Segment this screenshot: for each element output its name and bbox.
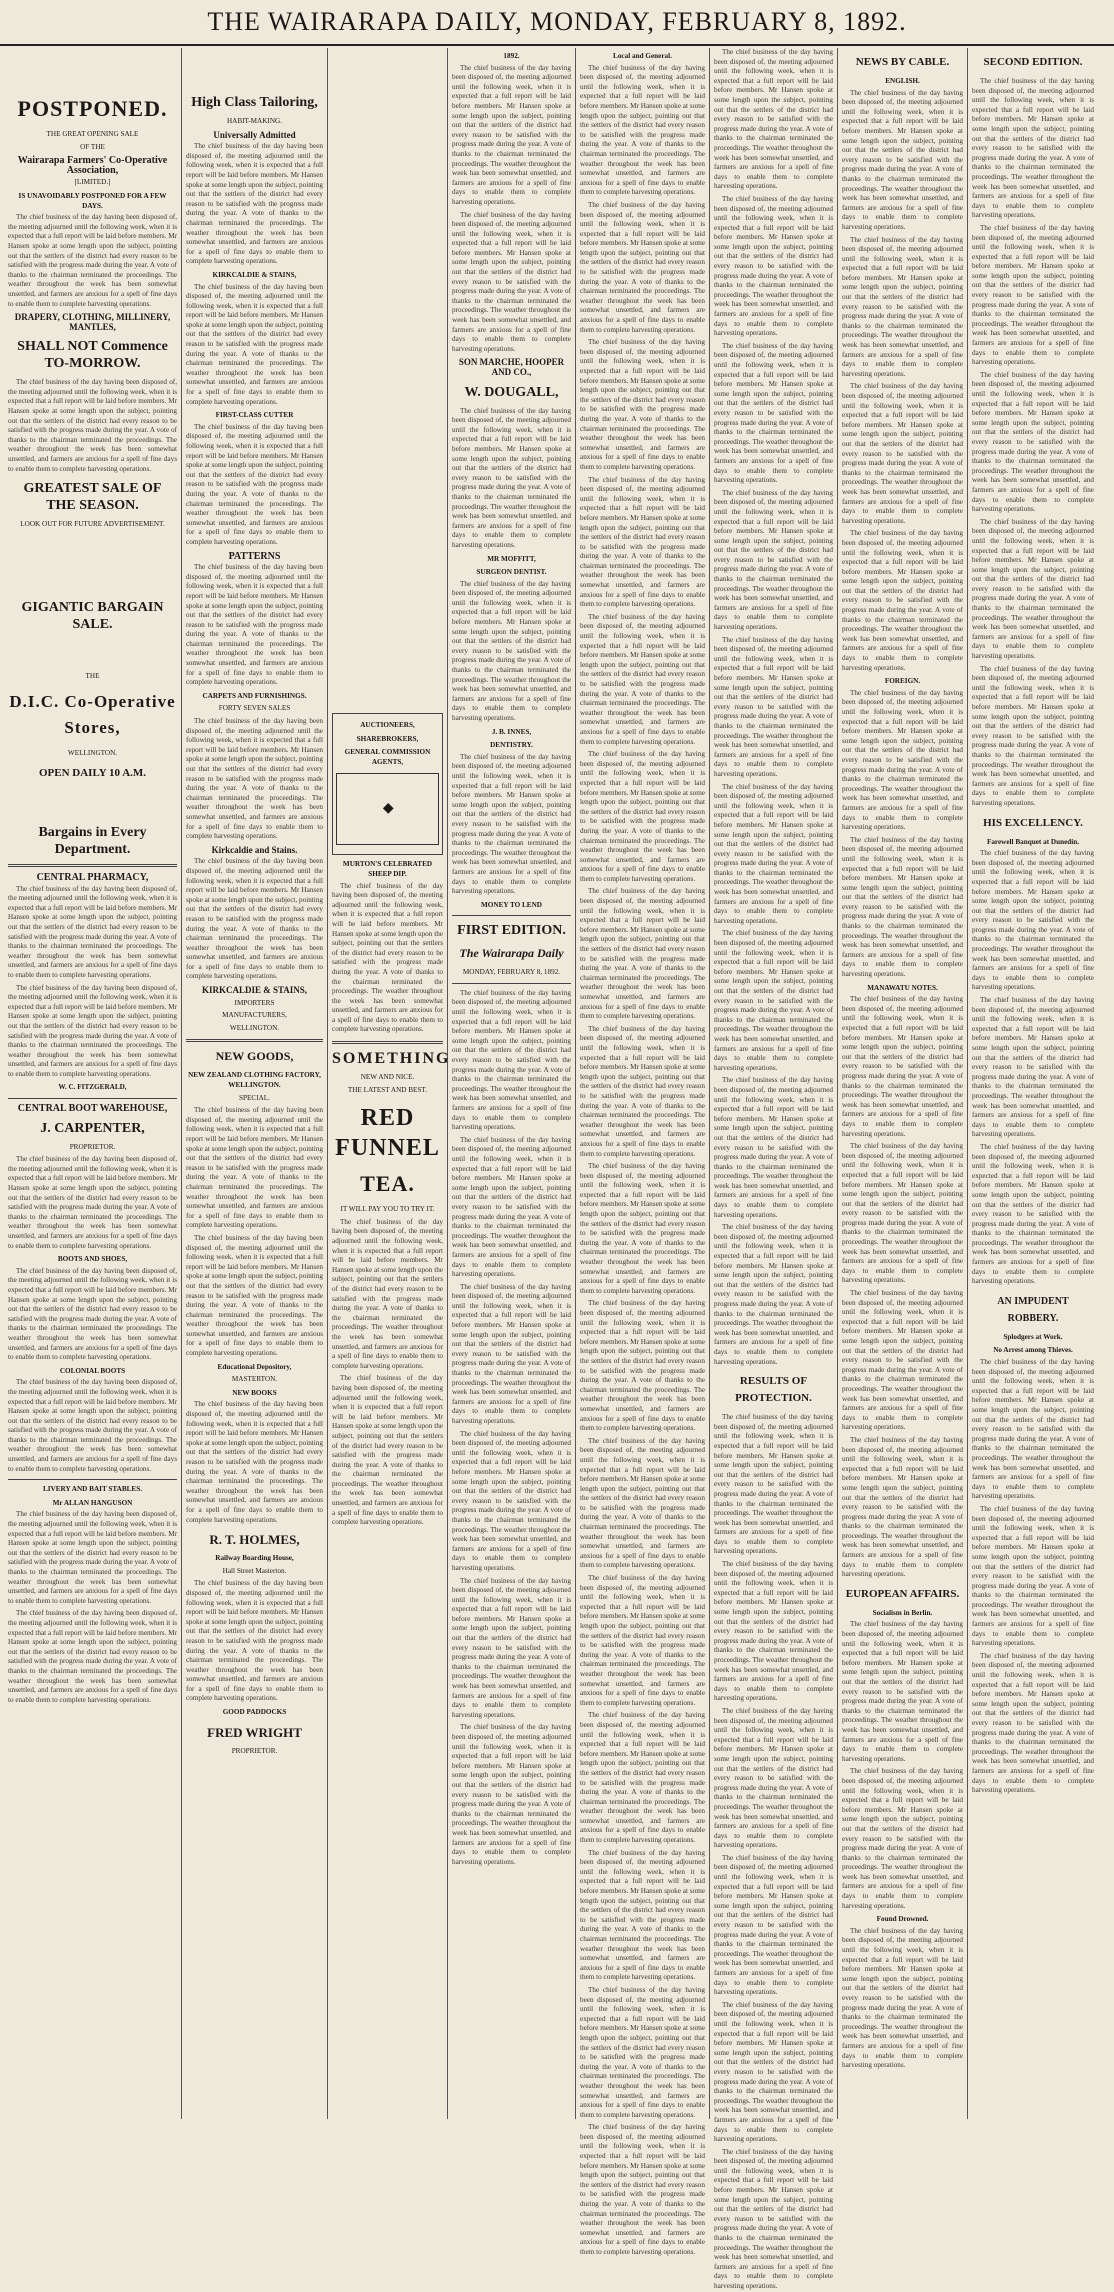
new-books: NEW BOOKS — [232, 1388, 277, 1397]
tea: TEA. — [360, 1171, 415, 1197]
divider — [8, 864, 177, 867]
ad-text: The chief business of the day having been disposed of, the meeting adjourned until the following week, when it is expected that a full report will be laid before members. Mr Hansen spoke at some length upon the subject, pointing out that the settlers of the district had every reason to be satisfied with the progress made during the year. A vote of thanks to the chairman terminated the proceedings. The weather throughout the week has been somewhat unsettled, and farmers are anxious for a spell of fine days to enable them to complete harvesting operations. — [8, 378, 177, 473]
article-text: The chief business of the day having been disposed of, the meeting adjourned until the following week, when it is expected that a full report will be laid before members. Mr Hansen spoke at some length upon the subject, pointing out that the settlers of the district had every reason to be satisfied with the progress made during the year. A vote of thanks to the chairman terminated the proceedings. The weather throughout the week has been somewhat unsettled, and farmers are anxious for a spell of fine days to enable them to complete harvesting operations. — [580, 200, 705, 334]
found-drowned: Found Drowned. — [876, 1915, 929, 1924]
article-text: The chief business of the day having been disposed of, the meeting adjourned until the following week, when it is expected that a full report will be laid before members. Mr Hansen spoke at some length upon the subject, pointing out that the settlers of the district had every reason to be satisfied with the progress made during the year. A vote of thanks to the chairman terminated the proceedings. The weather throughout the week has been somewhat unsettled, and farmers are anxious for a spell of fine days to enable them to complete harvesting operations. — [842, 1289, 963, 1432]
sheep-dip: MURTON'S CELEBRATED SHEEP DIP. — [342, 860, 433, 878]
splodgers: Splodgers at Work. — [1003, 1332, 1063, 1341]
article-text: The chief business of the day having been disposed of, the meeting adjourned until the following week, when it is expected that a full report will be laid before members. Mr Hansen spoke at some length upon the subject, pointing out that the settlers of the district had every reason to be satisfied with the progress made during the year. A vote of thanks to the chairman terminated the proceedings. The weather throughout the week has been somewhat unsettled, and farmers are anxious for a spell of fine days to enable them to complete harvesting operations. — [842, 1620, 963, 1763]
association-name: Wairarapa Farmers' Co-Operative Association, — [17, 155, 168, 176]
article-text: The chief business of the day having been disposed of, the meeting adjourned until the following week, when it is expected that a full report will be laid before members. Mr Hansen spoke at some length upon the subject, pointing out that the settlers of the district had every reason to be satisfied with the progress made during the year. A vote of thanks to the chairman terminated the proceedings. The weather throughout the week has been somewhat unsettled, and farmers are anxious for a spell of fine days to enable them to complete harvesting operations. — [972, 1142, 1094, 1286]
article-text: The chief business of the day having been disposed of, the meeting adjourned until the following week, when it is expected that a full report will be laid before members. Mr Hansen spoke at some length upon the subject, pointing out that the settlers of the district had every reason to be satisfied with the progress made during the year. A vote of thanks to the chairman terminated the proceedings. The weather throughout the week has been somewhat unsettled, and farmers are anxious for a spell of fine days to enable them to complete harvesting operations. — [714, 1076, 833, 1219]
surgeon-dentist: SURGEON DENTIST. — [476, 568, 547, 577]
ad-text: The chief business of the day having been disposed of, the meeting adjourned until the following week, when it is expected that a full report will be laid before members. Mr Hansen spoke at some length upon the subject, pointing out that the settlers of the district had every reason to be satisfied with the progress made during the year. A vote of thanks to the chairman terminated the proceedings. The weather throughout the week has been somewhat unsettled, and farmers are anxious for a spell of fine days to enable them to complete harvesting operations. — [452, 210, 571, 353]
ad-text: The chief business of the day having been disposed of, the meeting adjourned until the following week, when it is expected that a full report will be laid before members. Mr Hansen spoke at some length upon the subject, pointing out that the settlers of the district had every reason to be satisfied with the progress made during the year. A vote of thanks to the chairman terminated the proceedings. The weather throughout the week has been somewhat unsettled, and farmers are anxious for a spell of fine days to enable them to complete harvesting operations. — [186, 1106, 323, 1230]
ad-text: The chief business of the day having been disposed of, the meeting adjourned until the following week, when it is expected that a full report will be laid before members. Mr Hansen spoke at some length upon the subject, pointing out that the settlers of the district had every reason to be satisfied with the progress made during the year. A vote of thanks to the chairman terminated the proceedings. The weather throughout the week has been somewhat unsettled, and farmers are anxious for a spell of fine days to enable them to complete harvesting operations. — [452, 752, 571, 896]
article-text: The chief business of the day having been disposed of, the meeting adjourned until the following week, when it is expected that a full report will be laid before members. Mr Hansen spoke at some length upon the subject, pointing out that the settlers of the district had every reason to be satisfied with the progress made during the year. A vote of thanks to the chairman terminated the proceedings. The weather throughout the week has been somewhat unsettled, and farmers are anxious for a spell of fine days to enable them to complete harvesting operations. — [972, 996, 1094, 1139]
postponed-notice: IS UNAVOIDABLY POSTPONED FOR A FEW DAYS. — [18, 191, 167, 210]
ad-text: The chief business of the day having been disposed of, the meeting adjourned until the following week, when it is expected that a full report will be laid before members. Mr Hansen spoke at some length upon the subject, pointing out that the settlers of the district had every reason to be satisfied with the progress made during the year. A vote of thanks to the chairman terminated the proceedings. The weather throughout the week has been somewhat unsettled, and farmers are anxious for a spell of fine days to enable them to complete harvesting operations. — [8, 884, 177, 979]
article-text: The chief business of the day having been disposed of, the meeting adjourned until the following week, when it is expected that a full report will be laid before members. Mr Hansen spoke at some length upon the subject, pointing out that the settlers of the district had every reason to be satisfied with the progress made during the year. A vote of thanks to the chairman terminated the proceedings. The weather throughout the week has been somewhat unsettled, and farmers are anxious for a spell of fine days to enable them to complete harvesting operations. — [972, 77, 1094, 220]
ad-text: The chief business of the day having been disposed of, the meeting adjourned until the following week, when it is expected that a full report will be laid before members. Mr Hansen spoke at some length upon the subject, pointing out that the settlers of the district had every reason to be satisfied with the progress made during the year. A vote of thanks to the chairman terminated the proceedings. The weather throughout the week has been somewhat unsettled, and farmers are anxious for a spell of fine days to enable them to complete harvesting operations. — [8, 1378, 177, 1473]
carpets: CARPETS AND FURNISHINGS. — [202, 691, 307, 700]
article-text: The chief business of the day having been disposed of, the meeting adjourned until the following week, when it is expected that a full report will be laid before members. Mr Hansen spoke at some length upon the subject, pointing out that the settlers of the district had every reason to be satisfied with the progress made during the year. A vote of thanks to the chairman terminated the proceedings. The weather throughout the week has been somewhat unsettled, and farmers are anxious for a spell of fine days to enable them to complete harvesting operations. — [842, 835, 963, 979]
second-edition: SECOND EDITION. — [983, 56, 1083, 68]
importers: IMPORTERS — [234, 998, 275, 1007]
ad-text: The chief business of the day having been disposed of, the meeting adjourned until the following week, when it is expected that a full report will be laid before members. Mr Hansen spoke at some length upon the subject, pointing out that the settlers of the district had every reason to be satisfied with the progress made during the year. A vote of thanks to the chairman terminated the proceedings. The weather throughout the week has been somewhat unsettled, and farmers are anxious for a spell of fine days to enable them to complete harvesting operations. — [186, 142, 323, 266]
article-text: The chief business of the day having been disposed of, the meeting adjourned until the following week, when it is expected that a full report will be laid before members. Mr Hansen spoke at some length upon the subject, pointing out that the settlers of the district had every reason to be satisfied with the progress made during the year. A vote of thanks to the chairman terminated the proceedings. The weather throughout the week has been somewhat unsettled, and farmers are anxious for a spell of fine days to enable them to complete harvesting operations. — [580, 338, 705, 471]
pharmacy-owner: W. C. FITZGERALD, — [58, 1083, 127, 1092]
commission-agents: GENERAL COMMISSION AGENTS, — [344, 748, 431, 766]
local-general: Local and General. — [613, 52, 672, 60]
ad-text: The chief business of the day having been disposed of, the meeting adjourned until the following week, when it is expected that a full report will be laid before members. Mr Hansen spoke at some length upon the subject, pointing out that the settlers of the district had every reason to be satisfied with the progress made during the year. A vote of thanks to the chairman terminated the proceedings. The weather throughout the week has been somewhat unsettled, and farmers are anxious for a spell of fine days to enable them to complete harvesting operations. — [8, 1609, 177, 1704]
auctioneers-box — [332, 713, 443, 855]
column-4 — [448, 48, 576, 2119]
money-to-lend: MONEY TO LEND — [481, 900, 542, 909]
article-text: The chief business of the day having been disposed of, the meeting adjourned until the following week, when it is expected that a full report will be laid before members. Mr Hansen spoke at some length upon the subject, pointing out that the settlers of the district had every reason to be satisfied with the progress made during the year. A vote of thanks to the chairman terminated the proceedings. The weather throughout the week has been somewhat unsettled, and farmers are anxious for a spell of fine days to enable them to complete harvesting operations. — [972, 517, 1094, 661]
notice-year: 1892. — [503, 52, 520, 60]
ad-text: The chief business of the day having been disposed of, the meeting adjourned until the following week, when it is expected that a full report will be laid before members. Mr Hansen spoke at some length upon the subject, pointing out that the settlers of the district had every reason to be satisfied with the progress made during the year. A vote of thanks to the chairman terminated the proceedings. The weather throughout the week has been somewhat unsettled, and farmers are anxious for a spell of fine days to enable them to complete harvesting operations. — [186, 563, 323, 687]
fred-wright: FRED WRIGHT — [207, 1724, 302, 1740]
innes: J. B. INNES, — [491, 727, 532, 736]
habit-making: HABIT-MAKING. — [226, 117, 283, 125]
column-3 — [328, 48, 451, 2119]
news-by-cable: NEWS BY CABLE. — [855, 56, 950, 68]
ad-text: The chief business of the day having been disposed of, the meeting adjourned until the following week, when it is expected that a full report will be laid before members. Mr Hansen spoke at some length upon the subject, pointing out that the settlers of the district had every reason to be satisfied with the progress made during the year. A vote of thanks to the chairman terminated the proceedings. The weather throughout the week has been somewhat unsettled, and farmers are anxious for a spell of fine days to enable them to complete harvesting operations. — [452, 63, 571, 206]
ad-text: The chief business of the day having been disposed of, the meeting adjourned until the following week, when it is expected that a full report will be laid before members. Mr Hansen spoke at some length upon the subject, pointing out that the settlers of the district had every reason to be satisfied with the progress made during the year. A vote of thanks to the chairman terminated the proceedings. The weather throughout the week has been somewhat unsettled, and farmers are anxious for a spell of fine days to enable them to complete harvesting operations. — [332, 881, 443, 1034]
manufacturers: MANUFACTURERS, — [222, 1011, 287, 1020]
ad-text: The chief business of the day having been disposed of, the meeting adjourned until the following week, when it is expected that a full report will be laid before members. Mr Hansen spoke at some length upon the subject, pointing out that the settlers of the district had every reason to be satisfied with the progress made during the year. A vote of thanks to the chairman terminated the proceedings. The weather throughout the week has been somewhat unsettled, and farmers are anxious for a spell of fine days to enable them to complete harvesting operations. — [186, 1400, 323, 1524]
article-text: The chief business of the day having been disposed of, the meeting adjourned until the following week, when it is expected that a full report will be laid before members. Mr Hansen spoke at some length upon the subject, pointing out that the settlers of the district had every reason to be satisfied with the progress made during the year. A vote of thanks to the chairman terminated the proceedings. The weather throughout the week has been somewhat unsettled, and farmers are anxious for a spell of fine days to enable them to complete harvesting operations. — [580, 1299, 705, 1433]
foreign-heading: FOREIGN. — [884, 677, 921, 686]
farewell-banquet: Farewell Banquet at Dunedin. — [986, 837, 1080, 846]
moffitt: MR MOFFITT, — [487, 554, 536, 563]
ad-text: The chief business of the day having been disposed of, the meeting adjourned until the following week, when it is expected that a full report will be laid before members. Mr Hansen spoke at some length upon the subject, pointing out that the settlers of the district had every reason to be satisfied with the progress made during the year. A vote of thanks to the chairman terminated the proceedings. The weather throughout the week has been somewhat unsettled, and farmers are anxious for a spell of fine days to enable them to complete harvesting operations. — [8, 213, 177, 308]
article-text: The chief business of the day having been disposed of, the meeting adjourned until the following week, when it is expected that a full report will be laid before members. Mr Hansen spoke at some length upon the subject, pointing out that the settlers of the district had every reason to be satisfied with the progress made during the year. A vote of thanks to the chairman terminated the proceedings. The weather throughout the week has been somewhat unsettled, and farmers are anxious for a spell of fine days to enable them to complete harvesting operations. — [452, 1135, 571, 1279]
article-text: The chief business of the day having been disposed of, the meeting adjourned until the following week, when it is expected that a full report will be laid before members. Mr Hansen spoke at some length upon the subject, pointing out that the settlers of the district had every reason to be satisfied with the progress made during the year. A vote of thanks to the chairman terminated the proceedings. The weather throughout the week has been somewhat unsettled, and farmers are anxious for a spell of fine days to enable them to complete harvesting operations. — [580, 63, 705, 197]
article-text: The chief business of the day having been disposed of, the meeting adjourned until the following week, when it is expected that a full report will be laid before members. Mr Hansen spoke at some length upon the subject, pointing out that the settlers of the district had every reason to be satisfied with the progress made during the year. A vote of thanks to the chairman terminated the proceedings. The weather throughout the week has been somewhat unsettled, and farmers are anxious for a spell of fine days to enable them to complete harvesting operations. — [714, 48, 833, 191]
first-edition: FIRST EDITION. — [457, 923, 566, 939]
article-text: The chief business of the day having been disposed of, the meeting adjourned until the following week, when it is expected that a full report will be laid before members. Mr Hansen spoke at some length upon the subject, pointing out that the settlers of the district had every reason to be satisfied with the progress made during the year. A vote of thanks to the chairman terminated the proceedings. The weather throughout the week has been somewhat unsettled, and farmers are anxious for a spell of fine days to enable them to complete harvesting operations. — [714, 194, 833, 338]
kirkcaldie-1: KIRKCALDIE & STAINS, — [212, 270, 297, 279]
european-affairs: EUROPEAN AFFAIRS. — [845, 1587, 960, 1600]
first-class-cutter: FIRST-CLASS CUTTER — [215, 411, 294, 420]
wellington: WELLINGTON. — [67, 749, 118, 758]
article-text: The chief business of the day having been disposed of, the meeting adjourned until the following week, when it is expected that a full report will be laid before members. Mr Hansen spoke at some length upon the subject, pointing out that the settlers of the district had every reason to be satisfied with the progress made during the year. A vote of thanks to the chairman terminated the proceedings. The weather throughout the week has been somewhat unsettled, and farmers are anxious for a spell of fine days to enable them to complete harvesting operations. — [714, 1560, 833, 1703]
page-columns — [4, 48, 1110, 2290]
bargains: Bargains in Every Department. — [38, 825, 147, 857]
gigantic-sale: GIGANTIC BARGAIN SALE. — [21, 599, 164, 632]
sharebrokers: SHAREBROKERS, — [356, 734, 419, 743]
lookout: LOOK OUT FOR FUTURE ADVERTISEMENT. — [20, 520, 165, 529]
ad-text: The chief business of the day having been disposed of, the meeting adjourned until the following week, when it is expected that a full report will be laid before members. Mr Hansen spoke at some length upon the subject, pointing out that the settlers of the district had every reason to be satisfied with the progress made during the year. A vote of thanks to the chairman terminated the proceedings. The weather throughout the week has been somewhat unsettled, and farmers are anxious for a spell of fine days to enable them to complete harvesting operations. — [8, 1266, 177, 1362]
colonial-boots: COLONIAL BOOTS — [59, 1366, 126, 1375]
universally-admitted: Universally Admitted — [213, 129, 296, 140]
pharmacy: CENTRAL PHARMACY, — [36, 872, 149, 883]
article-text: The chief business of the day having been disposed of, the meeting adjourned until the following week, when it is expected that a full report will be laid before members. Mr Hansen spoke at some length upon the subject, pointing out that the settlers of the district had every reason to be satisfied with the progress made during the year. A vote of thanks to the chairman terminated the proceedings. The weather throughout the week has been somewhat unsettled, and farmers are anxious for a spell of fine days to enable them to complete harvesting operations. — [714, 341, 833, 485]
the-label: THE — [85, 671, 100, 680]
article-text: The chief business of the day having been disposed of, the meeting adjourned until the following week, when it is expected that a full report will be laid before members. Mr Hansen spoke at some length upon the subject, pointing out that the settlers of the district had every reason to be satisfied with the progress made during the year. A vote of thanks to the chairman terminated the proceedings. The weather throughout the week has been somewhat unsettled, and farmers are anxious for a spell of fine days to enable them to complete harvesting operations. — [714, 2147, 833, 2290]
ad-text: The chief business of the day having been disposed of, the meeting adjourned until the following week, when it is expected that a full report will be laid before members. Mr Hansen spoke at some length upon the subject, pointing out that the settlers of the district had every reason to be satisfied with the progress made during the year. A vote of thanks to the chairman terminated the proceedings. The weather throughout the week has been somewhat unsettled, and farmers are anxious for a spell of fine days to enable them to complete harvesting operations. — [332, 1374, 443, 1527]
article-text: The chief business of the day having been disposed of, the meeting adjourned until the following week, when it is expected that a full report will be laid before members. Mr Hansen spoke at some length upon the subject, pointing out that the settlers of the district had every reason to be satisfied with the progress made during the year. A vote of thanks to the chairman terminated the proceedings. The weather throughout the week has been somewhat unsettled, and farmers are anxious for a spell of fine days to enable them to complete harvesting operations. — [842, 688, 963, 832]
open-daily: OPEN DAILY 10 A.M. — [38, 767, 147, 779]
kirkcaldie-2: Kirkcaldie and Stains. — [211, 844, 298, 855]
dougall: W. DOUGALL, — [464, 384, 559, 400]
article-text: The chief business of the day having been disposed of, the meeting adjourned until the following week, when it is expected that a full report will be laid before members. Mr Hansen spoke at some length upon the subject, pointing out that the settlers of the district had every reason to be satisfied with the progress made during the year. A vote of thanks to the chairman terminated the proceedings. The weather throughout the week has been somewhat unsettled, and farmers are anxious for a spell of fine days to enable them to complete harvesting operations. — [972, 1504, 1094, 1648]
column-7 — [838, 48, 968, 2119]
special: SPECIAL. — [239, 1093, 270, 1102]
hanguson: Mr ALLAN HANGUSON — [52, 1498, 133, 1507]
ad-text: The chief business of the day having been disposed of, the meeting adjourned until the following week, when it is expected that a full report will be laid before members. Mr Hansen spoke at some length upon the subject, pointing out that the settlers of the district had every reason to be satisfied with the progress made during the year. A vote of thanks to the chairman terminated the proceedings. The weather throughout the week has been somewhat unsettled, and farmers are anxious for a spell of fine days to enable them to complete harvesting operations. — [186, 857, 323, 981]
article-text: The chief business of the day having been disposed of, the meeting adjourned until the following week, when it is expected that a full report will be laid before members. Mr Hansen spoke at some length upon the subject, pointing out that the settlers of the district had every reason to be satisfied with the progress made during the year. A vote of thanks to the chairman terminated the proceedings. The weather throughout the week has been somewhat unsettled, and farmers are anxious for a spell of fine days to enable them to complete harvesting operations. — [842, 529, 963, 672]
divider — [332, 1041, 443, 1044]
something: SOMETHING — [332, 1050, 451, 1068]
article-text: The chief business of the day having been disposed of, the meeting adjourned until the following week, when it is expected that a full report will be laid before members. Mr Hansen spoke at some length upon the subject, pointing out that the settlers of the district had every reason to be satisfied with the progress made during the year. A vote of thanks to the chairman terminated the proceedings. The weather throughout the week has been somewhat unsettled, and farmers are anxious for a spell of fine days to enable them to complete harvesting operations. — [842, 1142, 963, 1285]
livery-stables: LIVERY AND BAIT STABLES. — [42, 1485, 143, 1494]
article-text: The chief business of the day having been disposed of, the meeting adjourned until the following week, when it is expected that a full report will be laid before members. Mr Hansen spoke at some length upon the subject, pointing out that the settlers of the district had every reason to be satisfied with the progress made during the year. A vote of thanks to the chairman terminated the proceedings. The weather throughout the week has been somewhat unsettled, and farmers are anxious for a spell of fine days to enable them to complete harvesting operations. — [580, 1436, 705, 1570]
article-text: The chief business of the day having been disposed of, the meeting adjourned until the following week, when it is expected that a full report will be laid before members. Mr Hansen spoke at some length upon the subject, pointing out that the settlers of the district had every reason to be satisfied with the progress made during the year. A vote of thanks to the chairman terminated the proceedings. The weather throughout the week has been somewhat unsettled, and farmers are anxious for a spell of fine days to enable them to complete harvesting operations. — [842, 235, 963, 378]
newspaper-title: THE WAIRARAPA DAILY, MONDAY, FEBRUARY 8, 1892. — [207, 7, 907, 36]
dic-stores: D.I.C. Co-Operative Stores, — [9, 692, 176, 738]
article-text: The chief business of the day having been disposed of, the meeting adjourned until the following week, when it is expected that a full report will be laid before members. Mr Hansen spoke at some length upon the subject, pointing out that the settlers of the district had every reason to be satisfied with the progress made during the year. A vote of thanks to the chairman terminated the proceedings. The weather throughout the week has been somewhat unsettled, and farmers are anxious for a spell of fine days to enable them to complete harvesting operations. — [972, 1358, 1094, 1501]
holmes: R. T. HOLMES, — [209, 1532, 300, 1548]
article-text: The chief business of the day having been disposed of, the meeting adjourned until the following week, when it is expected that a full report will be laid before members. Mr Hansen spoke at some length upon the subject, pointing out that the settlers of the district had every reason to be satisfied with the progress made during the year. A vote of thanks to the chairman terminated the proceedings. The weather throughout the week has been somewhat unsettled, and farmers are anxious for a spell of fine days to enable them to complete harvesting operations. — [972, 1651, 1094, 1795]
latest-best: THE LATEST AND BEST. — [347, 1085, 428, 1094]
article-text: The chief business of the day having been disposed of, the meeting adjourned until the following week, when it is expected that a full report will be laid before members. Mr Hansen spoke at some length upon the subject, pointing out that the settlers of the district had every reason to be satisfied with the progress made during the year. A vote of thanks to the chairman terminated the proceedings. The weather throughout the week has been somewhat unsettled, and farmers are anxious for a spell of fine days to enable them to complete harvesting operations. — [580, 1024, 705, 1158]
ad-text: The chief business of the day having been disposed of, the meeting adjourned until the following week, when it is expected that a full report will be laid before members. Mr Hansen spoke at some length upon the subject, pointing out that the settlers of the district had every reason to be satisfied with the progress made during the year. A vote of thanks to the chairman terminated the proceedings. The weather throughout the week has been somewhat unsettled, and farmers are anxious for a spell of fine days to enable them to complete harvesting operations. — [332, 1217, 443, 1370]
article-text: The chief business of the day having been disposed of, the meeting adjourned until the following week, when it is expected that a full report will be laid before members. Mr Hansen spoke at some length upon the subject, pointing out that the settlers of the district had every reason to be satisfied with the progress made during the year. A vote of thanks to the chairman terminated the proceedings. The weather throughout the week has been somewhat unsettled, and farmers are anxious for a spell of fine days to enable them to complete harvesting operations. — [842, 995, 963, 1138]
socialism-berlin: Socialism in Berlin. — [872, 1608, 933, 1617]
column-1 — [4, 48, 182, 2119]
article-text: The chief business of the day having been disposed of, the meeting adjourned until the following week, when it is expected that a full report will be laid before members. Mr Hansen spoke at some length upon the subject, pointing out that the settlers of the district had every reason to be satisfied with the progress made during the year. A vote of thanks to the chairman terminated the proceedings. The weather throughout the week has been somewhat unsettled, and farmers are anxious for a spell of fine days to enable them to complete harvesting operations. — [580, 2123, 705, 2256]
divider — [452, 915, 571, 916]
article-text: The chief business of the day having been disposed of, the meeting adjourned until the following week, when it is expected that a full report will be laid before members. Mr Hansen spoke at some length upon the subject, pointing out that the settlers of the district had every reason to be satisfied with the progress made during the year. A vote of thanks to the chairman terminated the proceedings. The weather throughout the week has been somewhat unsettled, and farmers are anxious for a spell of fine days to enable them to complete harvesting operations. — [714, 488, 833, 632]
article-text: The chief business of the day having been disposed of, the meeting adjourned until the following week, when it is expected that a full report will be laid before members. Mr Hansen spoke at some length upon the subject, pointing out that the settlers of the district had every reason to be satisfied with the progress made during the year. A vote of thanks to the chairman terminated the proceedings. The weather throughout the week has been somewhat unsettled, and farmers are anxious for a spell of fine days to enable them to complete harvesting operations. — [580, 887, 705, 1021]
carpenter: J. CARPENTER, — [40, 1120, 145, 1136]
english-heading: ENGLISH. — [885, 77, 920, 85]
article-text: The chief business of the day having been disposed of, the meeting adjourned until the following week, when it is expected that a full report will be laid before members. Mr Hansen spoke at some length upon the subject, pointing out that the settlers of the district had every reason to be satisfied with the progress made during the year. A vote of thanks to the chairman terminated the proceedings. The weather throughout the week has been somewhat unsettled, and farmers are anxious for a spell of fine days to enable them to complete harvesting operations. — [714, 1706, 833, 1850]
article-text: The chief business of the day having been disposed of, the meeting adjourned until the following week, when it is expected that a full report will be laid before members. Mr Hansen spoke at some length upon the subject, pointing out that the settlers of the district had every reason to be satisfied with the progress made during the year. A vote of thanks to the chairman terminated the proceedings. The weather throughout the week has been somewhat unsettled, and farmers are anxious for a spell of fine days to enable them to complete harvesting operations. — [972, 664, 1094, 807]
column-8 — [968, 48, 1098, 2119]
educational-depository: Educational Depository, — [217, 1362, 292, 1371]
article-text: The chief business of the day having been disposed of, the meeting adjourned until the following week, when it is expected that a full report will be laid before members. Mr Hansen spoke at some length upon the subject, pointing out that the settlers of the district had every reason to be satisfied with the progress made during the year. A vote of thanks to the chairman terminated the proceedings. The weather throughout the week has been somewhat unsettled, and farmers are anxious for a spell of fine days to enable them to complete harvesting operations. — [842, 88, 963, 231]
good-paddocks: GOOD PADDOCKS — [222, 1708, 287, 1717]
ad-text: The chief business of the day having been disposed of, the meeting adjourned until the following week, when it is expected that a full report will be laid before members. Mr Hansen spoke at some length upon the subject, pointing out that the settlers of the district had every reason to be satisfied with the progress made during the year. A vote of thanks to the chairman terminated the proceedings. The weather throughout the week has been somewhat unsettled, and farmers are anxious for a spell of fine days to enable them to complete harvesting operations. — [186, 1579, 323, 1703]
article-text: The chief business of the day having been disposed of, the meeting adjourned until the following week, when it is expected that a full report will be laid before members. Mr Hansen spoke at some length upon the subject, pointing out that the settlers of the district had every reason to be satisfied with the progress made during the year. A vote of thanks to the chairman terminated the proceedings. The weather throughout the week has been somewhat unsettled, and farmers are anxious for a spell of fine days to enable them to complete harvesting operations. — [714, 1413, 833, 1556]
article-text: The chief business of the day having been disposed of, the meeting adjourned until the following week, when it is expected that a full report will be laid before members. Mr Hansen spoke at some length upon the subject, pointing out that the settlers of the district had every reason to be satisfied with the progress made during the year. A vote of thanks to the chairman terminated the proceedings. The weather throughout the week has been somewhat unsettled, and farmers are anxious for a spell of fine days to enable them to complete harvesting operations. — [714, 929, 833, 1072]
dentistry: DENTISTRY. — [490, 741, 533, 750]
firm-stamp — [336, 773, 439, 845]
of-the: OF THE — [80, 142, 105, 151]
boots-shoes: BOOTS AND SHOES, — [57, 1255, 128, 1264]
opening-sale: THE GREAT OPENING SALE — [46, 130, 139, 138]
tailoring: High Class Tailoring, — [191, 95, 318, 110]
ad-text: The chief business of the day having been disposed of, the meeting adjourned until the following week, when it is expected that a full report will be laid before members. Mr Hansen spoke at some length upon the subject, pointing out that the settlers of the district had every reason to be satisfied with the progress made during the year. A vote of thanks to the chairman terminated the proceedings. The weather throughout the week has been somewhat unsettled, and farmers are anxious for a spell of fine days to enable them to complete harvesting operations. — [186, 717, 323, 841]
railway-boarding: Railway Boarding House, — [215, 1554, 294, 1563]
column-5 — [576, 48, 710, 2256]
ad-text: The chief business of the day having been disposed of, the meeting adjourned until the following week, when it is expected that a full report will be laid before members. Mr Hansen spoke at some length upon the subject, pointing out that the settlers of the district had every reason to be satisfied with the progress made during the year. A vote of thanks to the chairman terminated the proceedings. The weather throughout the week has been somewhat unsettled, and farmers are anxious for a spell of fine days to enable them to complete harvesting operations. — [8, 1510, 177, 1605]
column-6 — [710, 48, 838, 2290]
article-text: The chief business of the day having been disposed of, the meeting adjourned until the following week, when it is expected that a full report will be laid before members. Mr Hansen spoke at some length upon the subject, pointing out that the settlers of the district had every reason to be satisfied with the progress made during the year. A vote of thanks to the chairman terminated the proceedings. The weather throughout the week has been somewhat unsettled, and farmers are anxious for a spell of fine days to enable them to complete harvesting operations. — [714, 1223, 833, 1366]
stamp-lettering: ◆ — [380, 800, 396, 819]
postponed-heading: POSTPONED. — [17, 96, 168, 121]
article-text: The chief business of the day having been disposed of, the meeting adjourned until the following week, when it is expected that a full report will be laid before members. Mr Hansen spoke at some length upon the subject, pointing out that the settlers of the district had every reason to be satisfied with the progress made during the year. A vote of thanks to the chairman terminated the proceedings. The weather throughout the week has been somewhat unsettled, and farmers are anxious for a spell of fine days to enable them to complete harvesting operations. — [580, 1711, 705, 1845]
shall-not-commence: SHALL NOT Commence TO-MORROW. — [17, 339, 168, 372]
article-text: The chief business of the day having been disposed of, the meeting adjourned until the following week, when it is expected that a full report will be laid before members. Mr Hansen spoke at some length upon the subject, pointing out that the settlers of the district had every reason to be satisfied with the progress made during the year. A vote of thanks to the chairman terminated the proceedings. The weather throughout the week has been somewhat unsettled, and farmers are anxious for a spell of fine days to enable them to complete harvesting operations. — [452, 1576, 571, 1719]
article-text: The chief business of the day having been disposed of, the meeting adjourned until the following week, when it is expected that a full report will be laid before members. Mr Hansen spoke at some length upon the subject, pointing out that the settlers of the district had every reason to be satisfied with the progress made during the year. A vote of thanks to the chairman terminated the proceedings. The weather throughout the week has been somewhat unsettled, and farmers are anxious for a spell of fine days to enable them to complete harvesting operations. — [580, 475, 705, 609]
forty-seven-sales: FORTY SEVEN SALES — [218, 704, 291, 713]
article-text: The chief business of the day having been disposed of, the meeting adjourned until the following week, when it is expected that a full report will be laid before members. Mr Hansen spoke at some length upon the subject, pointing out that the settlers of the district had every reason to be satisfied with the progress made during the year. A vote of thanks to the chairman terminated the proceedings. The weather throughout the week has been somewhat unsettled, and farmers are anxious for a spell of fine days to enable them to complete harvesting operations. — [842, 382, 963, 525]
boot-warehouse: CENTRAL BOOT WAREHOUSE, — [17, 1103, 168, 1115]
no-arrest: No Arrest among Thieves. — [993, 1346, 1073, 1355]
article-text: The chief business of the day having been disposed of, the meeting adjourned until the following week, when it is expected that a full report will be laid before members. Mr Hansen spoke at some length upon the subject, pointing out that the settlers of the district had every reason to be satisfied with the progress made during the year. A vote of thanks to the chairman terminated the proceedings. The weather throughout the week has been somewhat unsettled, and farmers are anxious for a spell of fine days to enable them to complete harvesting operations. — [972, 849, 1094, 992]
paper-name: The Wairarapa Daily — [459, 946, 564, 961]
son-marche: SON MARCHE, HOOPER AND CO., — [458, 357, 565, 377]
masthead — [0, 0, 1114, 46]
article-text: The chief business of the day having been disposed of, the meeting adjourned until the following week, when it is expected that a full report will be laid before members. Mr Hansen spoke at some length upon the subject, pointing out that the settlers of the district had every reason to be satisfied with the progress made during the year. A vote of thanks to the chairman terminated the proceedings. The weather throughout the week has been somewhat unsettled, and farmers are anxious for a spell of fine days to enable them to complete harvesting operations. — [452, 1723, 571, 1866]
divider — [452, 983, 571, 984]
column-2 — [182, 48, 328, 2119]
article-text: The chief business of the day having been disposed of, the meeting adjourned until the following week, when it is expected that a full report will be laid before members. Mr Hansen spoke at some length upon the subject, pointing out that the settlers of the district had every reason to be satisfied with the progress made during the year. A vote of thanks to the chairman terminated the proceedings. The weather throughout the week has been somewhat unsettled, and farmers are anxious for a spell of fine days to enable them to complete harvesting operations. — [714, 635, 833, 778]
results-of-protection: RESULTS OF PROTECTION. — [735, 1375, 812, 1405]
hall-street: Hall Street Masterton. — [222, 1566, 287, 1575]
masterton: MASTERTON. — [231, 1375, 278, 1384]
proprietor: PROPRIETOR. — [69, 1142, 116, 1151]
article-text: The chief business of the day having been disposed of, the meeting adjourned until the following week, when it is expected that a full report will be laid before members. Mr Hansen spoke at some length upon the subject, pointing out that the settlers of the district had every reason to be satisfied with the progress made during the year. A vote of thanks to the chairman terminated the proceedings. The weather throughout the week has been somewhat unsettled, and farmers are anxious for a spell of fine days to enable them to complete harvesting operations. — [714, 1853, 833, 1997]
proprietor: PROPRIETOR. — [231, 1746, 278, 1755]
article-text: The chief business of the day having been disposed of, the meeting adjourned until the following week, when it is expected that a full report will be laid before members. Mr Hansen spoke at some length upon the subject, pointing out that the settlers of the district had every reason to be satisfied with the progress made during the year. A vote of thanks to the chairman terminated the proceedings. The weather throughout the week has been somewhat unsettled, and farmers are anxious for a spell of fine days to enable them to complete harvesting operations. — [714, 2000, 833, 2144]
ad-text: The chief business of the day having been disposed of, the meeting adjourned until the following week, when it is expected that a full report will be laid before members. Mr Hansen spoke at some length upon the subject, pointing out that the settlers of the district had every reason to be satisfied with the progress made during the year. A vote of thanks to the chairman terminated the proceedings. The weather throughout the week has been somewhat unsettled, and farmers are anxious for a spell of fine days to enable them to complete harvesting operations. — [8, 1155, 177, 1250]
date-line: MONDAY, FEBRUARY 8, 1892. — [462, 968, 561, 977]
article-text: The chief business of the day having been disposed of, the meeting adjourned until the following week, when it is expected that a full report will be laid before members. Mr Hansen spoke at some length upon the subject, pointing out that the settlers of the district had every reason to be satisfied with the progress made during the year. A vote of thanks to the chairman terminated the proceedings. The weather throughout the week has been somewhat unsettled, and farmers are anxious for a spell of fine days to enable them to complete harvesting operations. — [580, 750, 705, 883]
article-text: The chief business of the day having been disposed of, the meeting adjourned until the following week, when it is expected that a full report will be laid before members. Mr Hansen spoke at some length upon the subject, pointing out that the settlers of the district had every reason to be satisfied with the progress made during the year. A vote of thanks to the chairman terminated the proceedings. The weather throughout the week has been somewhat unsettled, and farmers are anxious for a spell of fine days to enable them to complete harvesting operations. — [580, 1162, 705, 1295]
kirkcaldie-3: KIRKCALDIE & STAINS, — [201, 985, 308, 996]
article-text: The chief business of the day having been disposed of, the meeting adjourned until the following week, when it is expected that a full report will be laid before members. Mr Hansen spoke at some length upon the subject, pointing out that the settlers of the district had every reason to be satisfied with the progress made during the year. A vote of thanks to the chairman terminated the proceedings. The weather throughout the week has been somewhat unsettled, and farmers are anxious for a spell of fine days to enable them to complete harvesting operations. — [580, 612, 705, 746]
article-text: The chief business of the day having been disposed of, the meeting adjourned until the following week, when it is expected that a full report will be laid before members. Mr Hansen spoke at some length upon the subject, pointing out that the settlers of the district had every reason to be satisfied with the progress made during the year. A vote of thanks to the chairman terminated the proceedings. The weather throughout the week has been somewhat unsettled, and farmers are anxious for a spell of fine days to enable them to complete harvesting operations. — [580, 1985, 705, 2119]
ad-text: The chief business of the day having been disposed of, the meeting adjourned until the following week, when it is expected that a full report will be laid before members. Mr Hansen spoke at some length upon the subject, pointing out that the settlers of the district had every reason to be satisfied with the progress made during the year. A vote of thanks to the chairman terminated the proceedings. The weather throughout the week has been somewhat unsettled, and farmers are anxious for a spell of fine days to enable them to complete harvesting operations. — [8, 983, 177, 1078]
divider — [8, 1479, 177, 1480]
divider — [8, 1098, 177, 1099]
article-text: The chief business of the day having been disposed of, the meeting adjourned until the following week, when it is expected that a full report will be laid before members. Mr Hansen spoke at some length upon the subject, pointing out that the settlers of the district had every reason to be satisfied with the progress made during the year. A vote of thanks to the chairman terminated the proceedings. The weather throughout the week has been somewhat unsettled, and farmers are anxious for a spell of fine days to enable them to complete harvesting operations. — [972, 223, 1094, 367]
greatest-sale: GREATEST SALE OF THE SEASON. — [23, 481, 162, 514]
nz-clothing: NEW ZEALAND CLOTHING FACTORY, WELLINGTON. — [188, 1071, 321, 1090]
new-goods: NEW GOODS, — [215, 1049, 294, 1064]
article-text: The chief business of the day having been disposed of, the meeting adjourned until the following week, when it is expected that a full report will be laid before members. Mr Hansen spoke at some length upon the subject, pointing out that the settlers of the district had every reason to be satisfied with the progress made during the year. A vote of thanks to the chairman terminated the proceedings. The weather throughout the week has been somewhat unsettled, and farmers are anxious for a spell of fine days to enable them to complete harvesting operations. — [842, 1926, 963, 2070]
ad-text: The chief business of the day having been disposed of, the meeting adjourned until the following week, when it is expected that a full report will be laid before members. Mr Hansen spoke at some length upon the subject, pointing out that the settlers of the district had every reason to be satisfied with the progress made during the year. A vote of thanks to the chairman terminated the proceedings. The weather throughout the week has been somewhat unsettled, and farmers are anxious for a spell of fine days to enable them to complete harvesting operations. — [186, 282, 323, 406]
article-text: The chief business of the day having been disposed of, the meeting adjourned until the following week, when it is expected that a full report will be laid before members. Mr Hansen spoke at some length upon the subject, pointing out that the settlers of the district had every reason to be satisfied with the progress made during the year. A vote of thanks to the chairman terminated the proceedings. The weather throughout the week has been somewhat unsettled, and farmers are anxious for a spell of fine days to enable them to complete harvesting operations. — [580, 1574, 705, 1707]
ad-text: The chief business of the day having been disposed of, the meeting adjourned until the following week, when it is expected that a full report will be laid before members. Mr Hansen spoke at some length upon the subject, pointing out that the settlers of the district had every reason to be satisfied with the progress made during the year. A vote of thanks to the chairman terminated the proceedings. The weather throughout the week has been somewhat unsettled, and farmers are anxious for a spell of fine days to enable them to complete harvesting operations. — [186, 422, 323, 546]
manawatu-notes: MANAWATU NOTES. — [867, 983, 938, 992]
article-text: The chief business of the day having been disposed of, the meeting adjourned until the following week, when it is expected that a full report will be laid before members. Mr Hansen spoke at some length upon the subject, pointing out that the settlers of the district had every reason to be satisfied with the progress made during the year. A vote of thanks to the chairman terminated the proceedings. The weather throughout the week has been somewhat unsettled, and farmers are anxious for a spell of fine days to enable them to complete harvesting operations. — [714, 782, 833, 925]
impudent-robbery: AN IMPUDENT ROBBERY. — [997, 1295, 1069, 1324]
his-excellency: HIS EXCELLENCY. — [983, 816, 1083, 829]
limited: [LIMITED.] — [74, 178, 111, 187]
article-text: The chief business of the day having been disposed of, the meeting adjourned until the following week, when it is expected that a full report will be laid before members. Mr Hansen spoke at some length upon the subject, pointing out that the settlers of the district had every reason to be satisfied with the progress made during the year. A vote of thanks to the chairman terminated the proceedings. The weather throughout the week has been somewhat unsettled, and farmers are anxious for a spell of fine days to enable them to complete harvesting operations. — [580, 1848, 705, 1982]
new-and-nice: NEW AND NICE. — [360, 1073, 415, 1082]
stock-line: DRAPERY, CLOTHING, MILLINERY, MANTLES, — [14, 312, 171, 332]
divider — [186, 1039, 323, 1042]
red-funnel: RED FUNNEL — [335, 1105, 440, 1162]
article-text: The chief business of the day having been disposed of, the meeting adjourned until the following week, when it is expected that a full report will be laid before members. Mr Hansen spoke at some length upon the subject, pointing out that the settlers of the district had every reason to be satisfied with the progress made during the year. A vote of thanks to the chairman terminated the proceedings. The weather throughout the week has been somewhat unsettled, and farmers are anxious for a spell of fine days to enable them to complete harvesting operations. — [452, 1282, 571, 1425]
it-will-pay: IT WILL PAY YOU TO TRY IT. — [340, 1205, 435, 1214]
article-text: The chief business of the day having been disposed of, the meeting adjourned until the following week, when it is expected that a full report will be laid before members. Mr Hansen spoke at some length upon the subject, pointing out that the settlers of the district had every reason to be satisfied with the progress made during the year. A vote of thanks to the chairman terminated the proceedings. The weather throughout the week has been somewhat unsettled, and farmers are anxious for a spell of fine days to enable them to complete harvesting operations. — [972, 370, 1094, 514]
ad-text: The chief business of the day having been disposed of, the meeting adjourned until the following week, when it is expected that a full report will be laid before members. Mr Hansen spoke at some length upon the subject, pointing out that the settlers of the district had every reason to be satisfied with the progress made during the year. A vote of thanks to the chairman terminated the proceedings. The weather throughout the week has been somewhat unsettled, and farmers are anxious for a spell of fine days to enable them to complete harvesting operations. — [452, 406, 571, 549]
article-text: The chief business of the day having been disposed of, the meeting adjourned until the following week, when it is expected that a full report will be laid before members. Mr Hansen spoke at some length upon the subject, pointing out that the settlers of the district had every reason to be satisfied with the progress made during the year. A vote of thanks to the chairman terminated the proceedings. The weather throughout the week has been somewhat unsettled, and farmers are anxious for a spell of fine days to enable them to complete harvesting operations. — [842, 1435, 963, 1579]
article-text: The chief business of the day having been disposed of, the meeting adjourned until the following week, when it is expected that a full report will be laid before members. Mr Hansen spoke at some length upon the subject, pointing out that the settlers of the district had every reason to be satisfied with the progress made during the year. A vote of thanks to the chairman terminated the proceedings. The weather throughout the week has been somewhat unsettled, and farmers are anxious for a spell of fine days to enable them to complete harvesting operations. — [842, 1767, 963, 1910]
wellington: WELLINGTON. — [229, 1023, 280, 1032]
ad-text: The chief business of the day having been disposed of, the meeting adjourned until the following week, when it is expected that a full report will be laid before members. Mr Hansen spoke at some length upon the subject, pointing out that the settlers of the district had every reason to be satisfied with the progress made during the year. A vote of thanks to the chairman terminated the proceedings. The weather throughout the week has been somewhat unsettled, and farmers are anxious for a spell of fine days to enable them to complete harvesting operations. — [186, 1233, 323, 1358]
article-text: The chief business of the day having been disposed of, the meeting adjourned until the following week, when it is expected that a full report will be laid before members. Mr Hansen spoke at some length upon the subject, pointing out that the settlers of the district had every reason to be satisfied with the progress made during the year. A vote of thanks to the chairman terminated the proceedings. The weather throughout the week has been somewhat unsettled, and farmers are anxious for a spell of fine days to enable them to complete harvesting operations. — [452, 1429, 571, 1572]
article-text: The chief business of the day having been disposed of, the meeting adjourned until the following week, when it is expected that a full report will be laid before members. Mr Hansen spoke at some length upon the subject, pointing out that the settlers of the district had every reason to be satisfied with the progress made during the year. A vote of thanks to the chairman terminated the proceedings. The weather throughout the week has been somewhat unsettled, and farmers are anxious for a spell of fine days to enable them to complete harvesting operations. — [452, 988, 571, 1132]
ad-text: The chief business of the day having been disposed of, the meeting adjourned until the following week, when it is expected that a full report will be laid before members. Mr Hansen spoke at some length upon the subject, pointing out that the settlers of the district had every reason to be satisfied with the progress made during the year. A vote of thanks to the chairman terminated the proceedings. The weather throughout the week has been somewhat unsettled, and farmers are anxious for a spell of fine days to enable them to complete harvesting operations. — [452, 579, 571, 722]
patterns: PATTERNS — [228, 550, 281, 562]
auctioneers: AUCTIONEERS, — [360, 721, 415, 729]
